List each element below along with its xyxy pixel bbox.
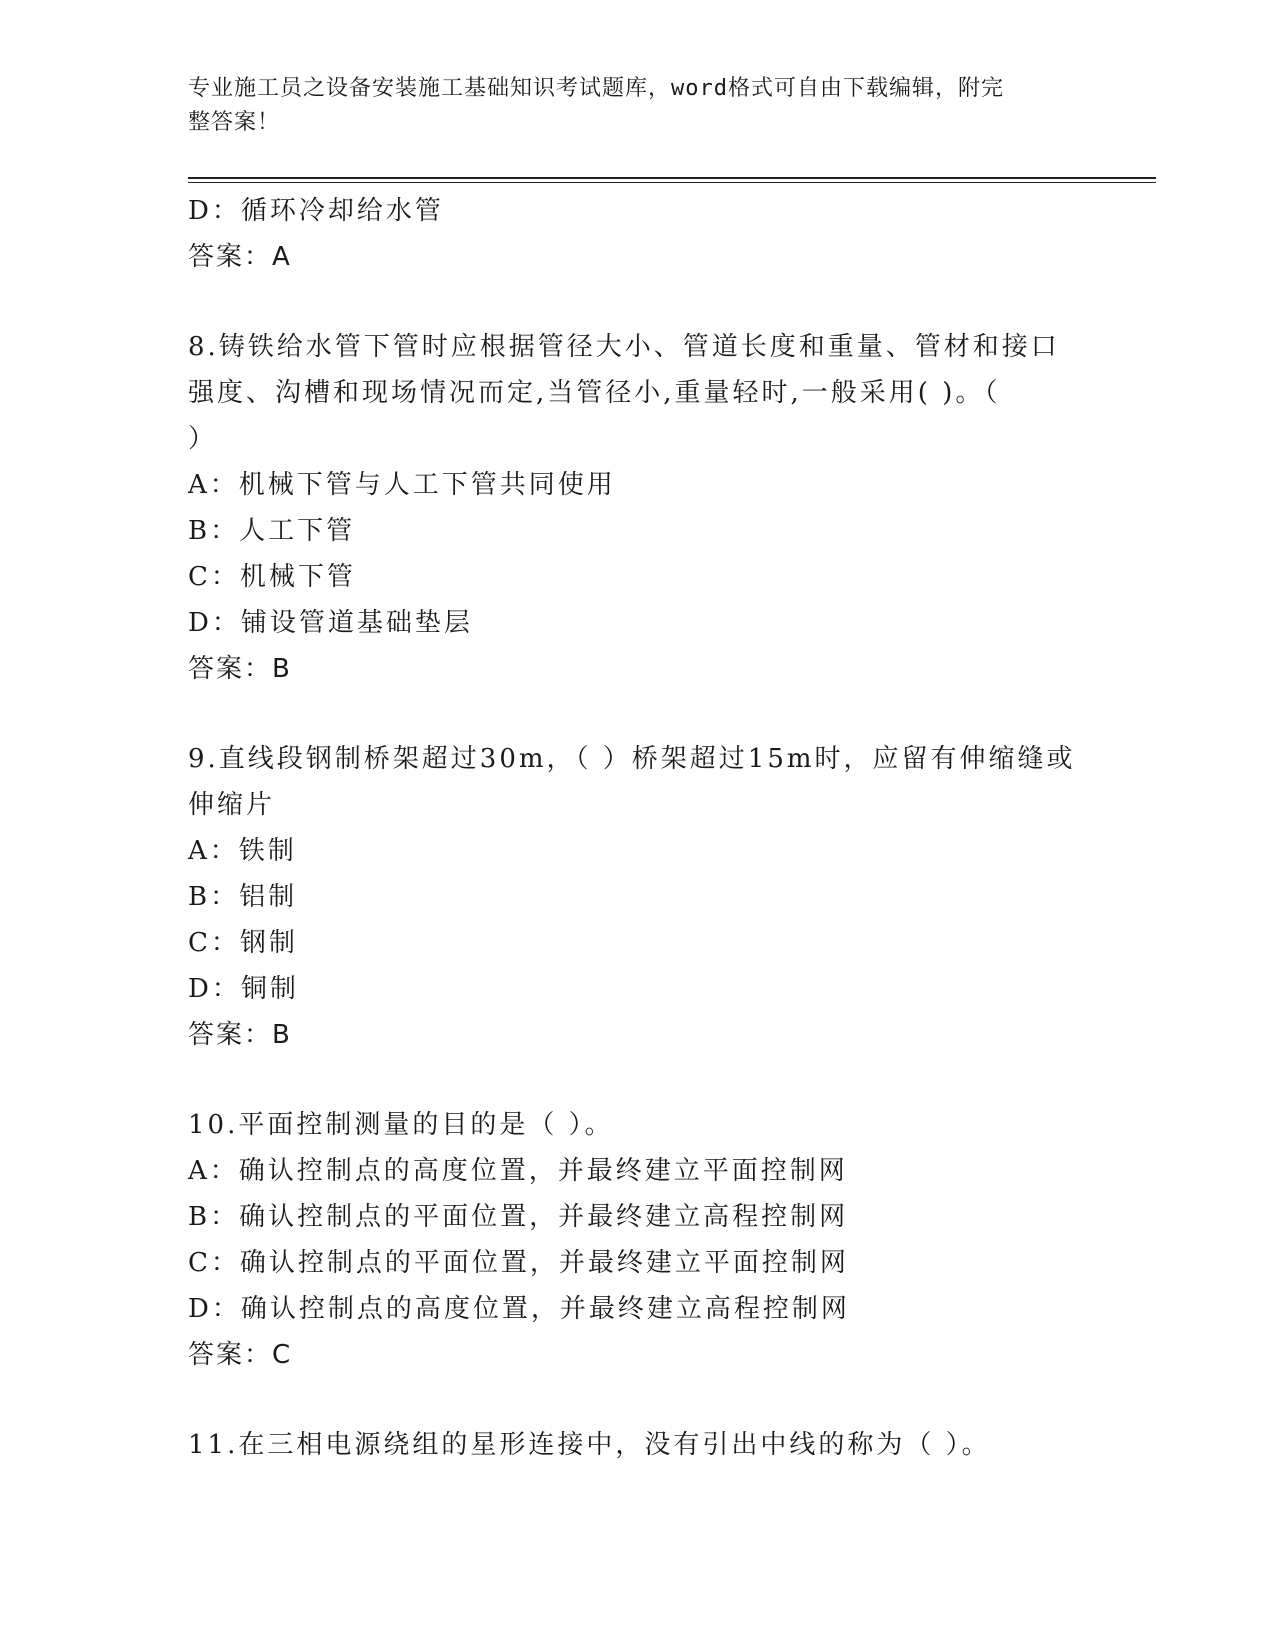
header-line-2: 整答案！ — [188, 110, 281, 135]
question-10-text-line-1: 10.平面控制测量的目的是（ ）。 — [188, 1110, 614, 1140]
question-8-text-line-3: ） — [188, 424, 218, 454]
question-10-answer: 答案：C — [188, 1340, 293, 1370]
question-9-option-b: B：铝制 — [188, 882, 298, 912]
prev-answer: 答案：A — [188, 242, 292, 272]
question-10-option-c: C：确认控制点的平面位置，并最终建立平面控制网 — [188, 1248, 849, 1278]
question-9-text-line-1: 9.直线段钢制桥架超过30m，（ ）桥架超过15m时，应留有伸缩缝或 — [188, 744, 1076, 774]
question-8-text-line-2: 强度、沟槽和现场情况而定,当管径小,重量轻时,一般采用( )。（ — [188, 378, 1001, 408]
header-divider-thin — [188, 182, 1156, 183]
question-8-text-line-1: 8.铸铁给水管下管时应根据管径大小、管道长度和重量、管材和接口 — [188, 332, 1060, 362]
question-10-option-a: A：确认控制点的高度位置，并最终建立平面控制网 — [188, 1156, 848, 1186]
header-line-1: 专业施工员之设备安装施工基础知识考试题库，word格式可自由下载编辑，附完 — [188, 76, 1004, 101]
question-10-option-d: D：确认控制点的高度位置，并最终建立高程控制网 — [188, 1294, 850, 1324]
question-11-text-line-1: 11.在三相电源绕组的星形连接中，没有引出中线的称为（ ）。 — [188, 1430, 991, 1460]
question-11 — [188, 1422, 1088, 1468]
question-9-text-line-2: 伸缩片 — [188, 790, 276, 820]
question-8-option-b: B：人工下管 — [188, 516, 356, 546]
question-8-answer: 答案：B — [188, 654, 292, 684]
question-10 — [188, 1102, 1088, 1378]
question-list — [188, 188, 1088, 1468]
question-8 — [188, 324, 1088, 692]
question-9 — [188, 736, 1088, 1058]
question-8-option-d: D：铺设管道基础垫层 — [188, 608, 473, 638]
question-8-option-c: C：机械下管 — [188, 562, 356, 592]
page-header — [188, 72, 1068, 140]
question-9-answer: 答案：B — [188, 1020, 292, 1050]
question-10-option-b: B：确认控制点的平面位置，并最终建立高程控制网 — [188, 1202, 849, 1232]
prev-option-d: D：循环冷却给水管 — [188, 196, 444, 226]
question-9-option-d: D：铜制 — [188, 974, 299, 1004]
header-divider — [188, 177, 1156, 179]
question-8-option-a: A：机械下管与人工下管共同使用 — [188, 470, 616, 500]
question-9-option-a: A：铁制 — [188, 836, 297, 866]
question-9-option-c: C：钢制 — [188, 928, 298, 958]
